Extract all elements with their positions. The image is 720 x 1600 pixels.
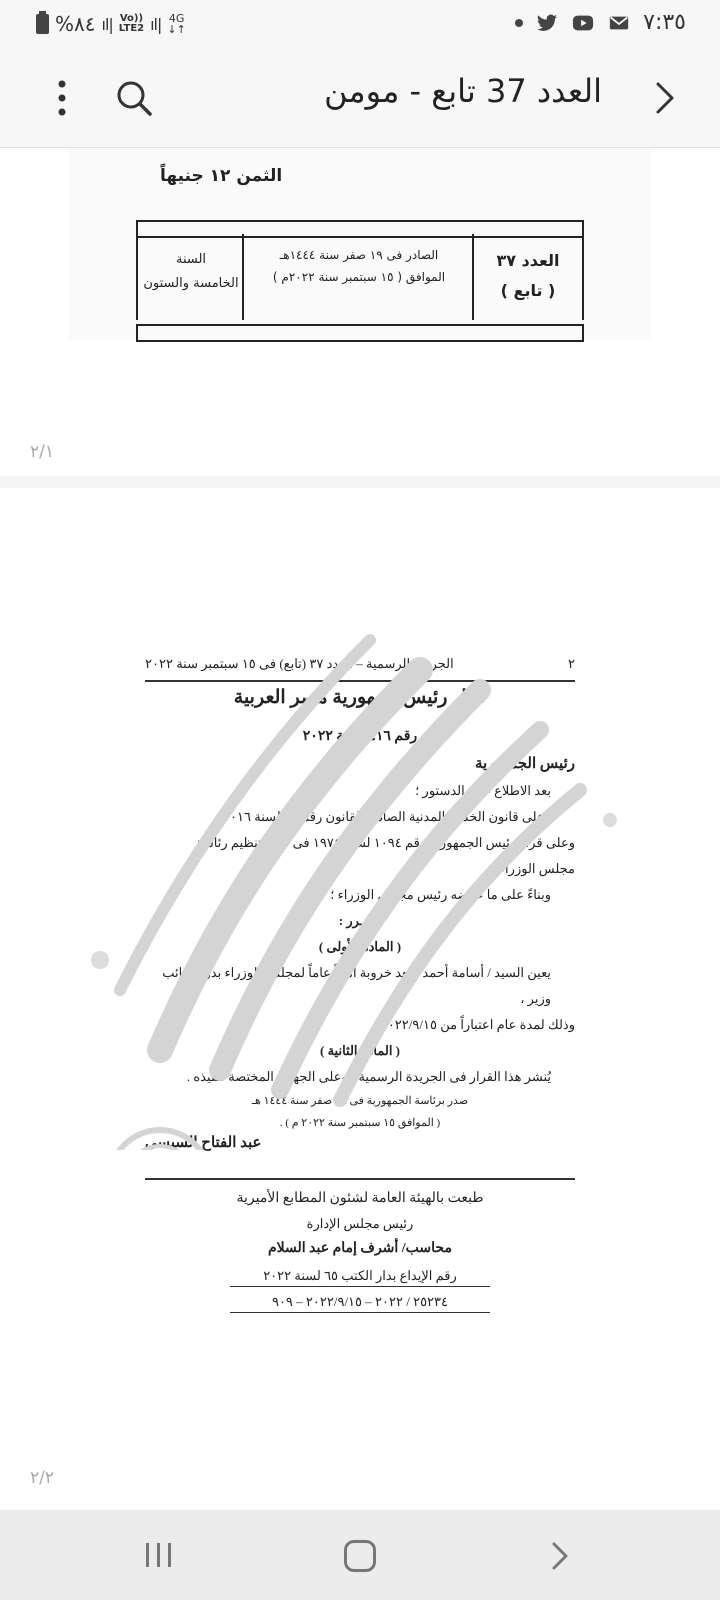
battery-icon (36, 14, 49, 34)
issued-line-1: صدر برئاسة الجمهورية فى ١٩ صفر سنة ١٤٤٤ هـ (251, 1095, 469, 1107)
printed-by: طبعت بالهيئة العامة لشئون المطابع الأميرية (236, 1191, 484, 1206)
twitter-icon (535, 12, 559, 34)
page-number: ٢/٢ (30, 1468, 54, 1488)
chevron-right-icon[interactable] (644, 78, 684, 118)
chairman-name: محاسب/ أشرف إمام عبد السلام (268, 1241, 452, 1256)
cover-divider (242, 234, 244, 320)
cover-band-bottom (136, 324, 584, 342)
network-indicator: 4G ↓↑ (167, 12, 186, 36)
status-bar (0, 0, 720, 50)
year-cell: السنة الخامسة والستون (143, 252, 239, 291)
status-right (515, 10, 686, 35)
article-1-text-2: وذلك لمدة عام اعتباراً من ٢٠٢٢/٩/١٥ (380, 1017, 575, 1032)
page-number: ٢/١ (30, 442, 54, 462)
battery-level: %٨٤ (55, 12, 96, 36)
page-header: ٢ الجريدة الرسمية – العدد ٣٧ (تابع) فى ١٥ سبتمبر سنة ٢٠٢٢ (145, 656, 575, 671)
decree-number: رقم ٤١٦ لسنة ٢٠٢٢ (302, 729, 418, 744)
mail-icon (607, 12, 631, 34)
chairman-title: رئيس مجلس الإدارة (306, 1216, 414, 1231)
preamble-2: وعلى قانون الخدمة المدنية الصادر بالقانون رقم ٨١ لسنة ٢٠١٦ ؛ (215, 809, 551, 824)
footer-rule (145, 1178, 575, 1180)
recent-apps-icon[interactable] (144, 1542, 174, 1568)
article-1-heading: ( المادة الأولى ) (318, 939, 402, 954)
status-left (36, 12, 186, 36)
pdf-page-2[interactable] (0, 488, 720, 1510)
preamble-1: بعد الاطلاع على الدستور ؛ (415, 783, 551, 798)
more-vert-icon[interactable] (50, 78, 74, 118)
clock: ٧:٣٥ (643, 10, 686, 35)
deposit-number: رقم الإيداع بدار الكتب ٦٥ لسنة ٢٠٢٢ (230, 1268, 490, 1287)
preamble-3: وعلى قرار رئيس الجمهورية رقم ١٠٩٤ لسنة ١٩٧٤ فى شأن تنظيم رئاسة (195, 835, 575, 850)
pdf-page-1[interactable] (0, 148, 720, 476)
signal-icon-2: ıl| (150, 14, 162, 34)
cover-divider (472, 234, 474, 320)
preamble-4: وبناءً على ما عرضه رئيس مجلس الوزراء ؛ (330, 887, 551, 902)
print-code: ٢٥٢٣٤ / ٢٠٢٢ – ٢٠٢٢/٩/١٥ – ٩٠٩ (230, 1294, 490, 1313)
issued-line-2: ( الموافق ١٥ سبتمبر سنة ٢٠٢٢ م ) . (279, 1117, 441, 1129)
decided-label: قــــرر : (338, 913, 382, 928)
home-icon[interactable] (344, 1540, 376, 1572)
document-title: العدد 37 تابع - مومن (324, 72, 602, 110)
issue-cell: العدد ٣٧ ( تابع ) (496, 251, 560, 300)
decree-title: قرار رئيس جمهورية مصر العربية (233, 687, 487, 708)
navigation-bar (0, 1510, 720, 1600)
notification-dot-icon (515, 19, 523, 27)
price-label: الثمن ١٢ جنيهاً (160, 166, 283, 186)
signature: عبد الفتاح السيسى (145, 1135, 262, 1151)
signal-icon: ıl| (101, 14, 113, 34)
app-bar (0, 50, 720, 148)
volte-indicator: Vo)) LTE2 (118, 13, 145, 34)
article-1-text: يعين السيد / أسامة أحمد سعد خروبة أميناً عاماً لمجلس الوزراء بدرجة نائب وزير ، (162, 965, 551, 1006)
youtube-icon (571, 12, 595, 34)
header-rule (145, 680, 575, 682)
back-icon[interactable] (548, 1540, 572, 1572)
decree-body (145, 778, 575, 1134)
president-heading: رئيس الجمهورية (474, 756, 575, 772)
article-2-heading: ( المادة الثانية ) (319, 1043, 401, 1058)
preamble-3b: مجلس الوزراء ؛ (491, 861, 575, 876)
search-icon[interactable] (114, 78, 154, 118)
article-2-text: يُنشر هذا القرار فى الجريدة الرسمية ، وعلى الجهات المختصة تنفيذه . (186, 1069, 551, 1084)
date-cell: الصادر فى ١٩ صفر سنة ١٤٤٤هـ الموافق ( ١٥ سبتمبر سنة ٢٠٢٢م ) (272, 248, 446, 284)
